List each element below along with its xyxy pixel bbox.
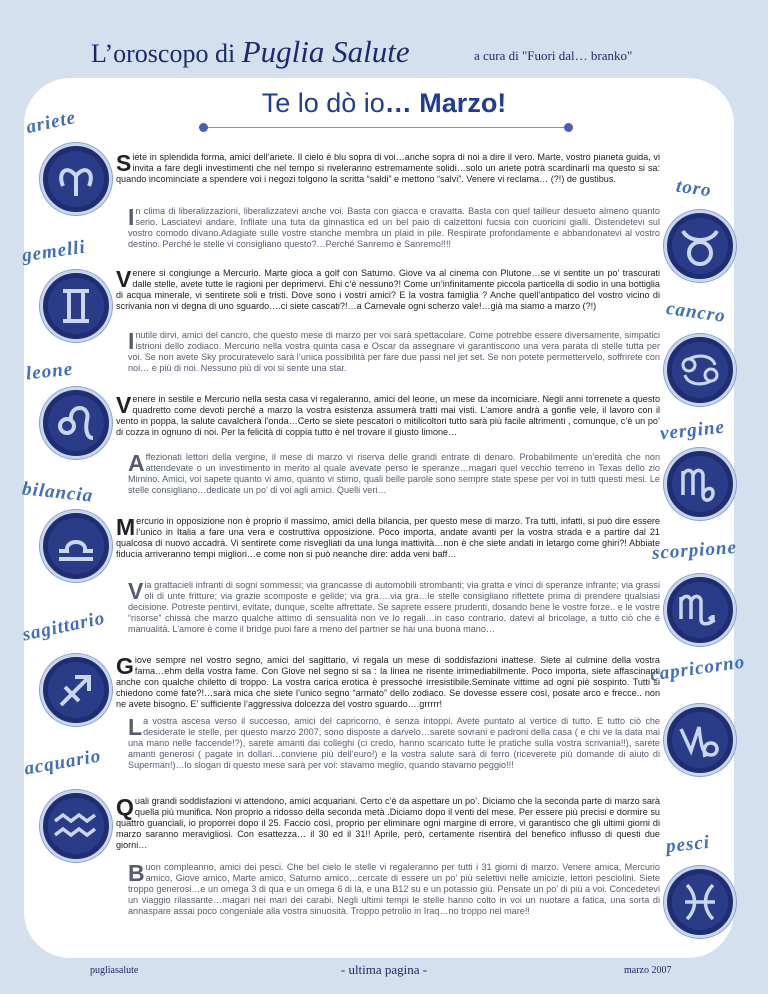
drop-cap: V: [128, 578, 144, 604]
horoscope-text: enere si congiunge a Mercurio. Marte gioca a golf con Saturno. Giove va al cinema con Plutone…se vi sentite un po’ trascurati dalle stelle, avete tutte le ragioni per deprimervi. Ehi c’è nessuno?! Come un’infinitamente piccola particella di sodio in una bottiglia di acqua minerale, vi sentirete soli e tristi. Dove sono i vostri amici? E la vostra famiglia ? Anche quell’antipatico del vostro vicino di scrivania non vi degna di uno sguardo….ci siete cascati?!…a Carnevale ogni scherzo vale!…già ma siamo a marzo (?!): [116, 268, 660, 311]
horoscope-text: iove sempre nel vostro segno, amici del sagittario, vi regala un mese di soddisfazioni inattese. Siete al culmine della vostra fama…ehm della vostra fame. Con Giove nel segno si sa : la linea ne risente irrimediabilmente. Poco importa, siete affascinanti anche con qualche chiletto di troppo. La vostra carica erotica è pressoché irresistibile.Seminate vittime ad ogni piè sospinto. Tutti si chiedono come fate?!…sarà mica che siete l’unico segno “armato” dello zodiaco. Se dovesse essere così, posate arco e frecce.. non ne avete bisogno. E’ sufficiente l’aggressiva dolcezza del vostro sguardo….grrrrr!: [116, 655, 660, 709]
horoscope-text: a vostra ascesa verso il successo, amici del capricorno, è senza intoppi. Avete puntato al vertice di tutto. E tutto ciò che desiderate le stelle, per questo marzo 2007, sono disposte a darvelo…sarete sovrani e padroni della casa ( e chi ve la data mai una mano nelle faccende!?), sarete amanti dai colleghi (ci credo, hanno scaricato tutte le pratiche sulla vostra scrivania!!), sarete amanti generosi ( pagate in dollari…conviene più dell’euro!) e la vostra salute sarà di ferro (riceverete più domande di aiuto di Superman!)…lo slogan di questo mese sarà per voi: stavamo meglio, quando stavamo peggio!!!: [128, 716, 660, 770]
leo-icon: [40, 387, 112, 459]
drop-cap: Q: [116, 794, 134, 820]
page-subtitle: [0, 88, 768, 119]
sign-label-leone: leone: [24, 358, 75, 385]
cancer-icon: [664, 334, 736, 406]
capricorn-icon: [664, 704, 736, 776]
horoscope-text: ffezionati lettori della vergine, il mese di marzo vi riserva delle grandi entrate di denaro. Probabilmente un’eredità che non attendevate o un investimento in merito al quale avevate perso le speranze…magari quel vecchio terreno in Texas dello zio Mimino. Amici, voi sapete quanto vi amo, quanto vi stimo, quali belle parole sono sempre state spese per voi in tutti questi mesi. Le stelle consigliano…dedicate un po’ di voi agli amici. Quelli veri…: [128, 452, 660, 495]
taurus-icon: [664, 210, 736, 282]
drop-cap: G: [116, 653, 134, 679]
horoscope-text: uali grandi soddisfazioni vi attendono, amici acquariani. Certo c’è da aspettare un po’. Diciamo che la seconda parte di marzo sarà quella più munifica. Non proprio a ridosso della seconda metà .Diciamo dopo il venti del mese. Per essere più precisi e dormire su quattro guanciali, io proporrei dopo il 25. Faccio così, proprio per eliminare ogni margine di errore, vi garantisco che gli ultimi giorni di marzo saranno meravigliosi. Con esattezza… il 30 ed il 31!! Aprile, però, certamente risentirà del benefico influsso di questi due giorni…: [116, 796, 660, 850]
horoscope-text: ercurio in opposizione non è proprio il massimo, amici della bilancia, per questo mese di marzo. Tra tutti, infatti, si può dire essere l’unico in Italia a fare una vera e costruttiva opposizione. Poco importa, andate avanti per la vostra strada e a partire dal 21 qualcosa di nuovo accadrà. Vi sentirete come risvegliati da una lunga inattività…non è che siete andati in letargo come ghiri?! Abbiate fiducia arriveranno tempi migliori…e come non si può neanche dire: adda veni baff…: [116, 516, 660, 559]
horoscope-sagittario: [116, 655, 660, 710]
aquarius-icon: [40, 790, 112, 862]
horoscope-bilancia: [116, 516, 660, 560]
drop-cap: L: [128, 714, 143, 740]
curated-by: a cura di "Fuori dal… branko": [474, 48, 633, 63]
horoscope-pesci: [128, 862, 660, 917]
pisces-icon: [664, 866, 736, 938]
drop-cap: A: [128, 450, 145, 476]
drop-cap: I: [128, 204, 135, 230]
sign-label-cancro: cancro: [664, 297, 728, 328]
footer-date: marzo 2007: [624, 965, 672, 976]
sign-label-bilancia: bilancia: [21, 478, 95, 507]
drop-cap: M: [116, 514, 136, 540]
divider-dot-right: [564, 123, 573, 132]
page-title: [91, 34, 410, 70]
scorpio-icon: [664, 574, 736, 646]
sign-label-capricorno: capricorno: [648, 651, 747, 686]
horoscope-leone: [116, 394, 660, 438]
drop-cap: B: [128, 860, 145, 886]
horoscope-text: enere in sestile e Mercurio nella sesta casa vi regaleranno, amici del leone, un mese da incorniciare. Negli anni torrenete a questo quadretto come devoti perché a marzo la vostra esistenza assumerà tratti mai visti. L’amore andrà a gonfie vele, il lavoro con il vento in poppa, la salute cavalcherà l’onda…Certo se siete pescatori o mitilicoltori tutto sarà più facile altrimenti , comunque, c’è un po’ di cozza in ognuno di noi. Per la felicità di coppia tutto è nel trovare il giusto limone…: [116, 394, 660, 437]
sign-label-pesci: pesci: [664, 831, 711, 858]
drop-cap: I: [128, 328, 135, 354]
sign-label-ariete: ariete: [24, 107, 78, 139]
horoscope-text: ia grattacieli infranti di sogni sommessi; via grancasse di automobili strombanti; via gratta e vinci di speranze infrante; via grassi oli di unte fritture; via grazie scomposte e gelide; via gra….via gra…le stelle consigliano riflettete prima di prendere qualsiasi decisione. Potreste pentirvi, evitate, dunque, scelte affrettate. Se saprete essere prudenti, dosando bene le vostre forze.. e le vostre “risorse” chissà che marzo qualche attimo di sensualità non ve lo regali…in caso contrario, datevi al bricolage, a tutto ciò che è manualità. L’amore è come il bridge puoi fare a meno del partner se hai una buona mano…: [128, 580, 660, 634]
libra-icon: [40, 510, 112, 582]
sign-label-scorpione: scorpione: [651, 537, 738, 564]
subtitle-highlight: … Marzo!: [384, 88, 507, 118]
aries-icon: [40, 143, 112, 215]
divider-dot-left: [199, 123, 208, 132]
sign-label-toro: toro: [674, 175, 714, 202]
horoscope-vergine: [128, 452, 660, 496]
horoscope-text: iete in splendida forma, amici dell’ariete. Il cielo è blu sopra di voi…anche sopra di noi a dire il vero. Marte, vostro pianeta guida, vi invita a fare degli investimenti che nel tempo si riveleranno estremamente solidi…solo un ariete potrà scardinarli ma questo si sa: quando incominciate a spendere voi i negozi tolgono la scritta “saldi” e mettono “salvi”. Venere vi reclama… (?!) de gustibus.: [116, 152, 660, 184]
sign-label-sagittario: sagittario: [20, 607, 108, 646]
drop-cap: V: [116, 392, 132, 418]
horoscope-ariete: [116, 152, 660, 185]
horoscope-text: n clima di liberalizzazioni, liberalizzatevi anche voi. Basta con giacca e cravatta. Basta con quel tailleur desueto almeno quanto serio. Lasciatevi andare. Infilate una tuta da ginnastica ed un bel paio di calzettoni fucsia con cuoricini gialli. Distendetevi sul vostro comodo divano.Adagiate sulle vostre stanche membra un plaid in pile. Respirate profondamente e abbandonatevi al vostro destino. Perché le stelle vi consigliano questo?…Perché Sanremo è Sanremo!!!!: [128, 206, 660, 249]
gemini-icon: [40, 270, 112, 342]
footer-page-label: - ultima pagina -: [340, 962, 428, 977]
page-header: [0, 0, 768, 80]
sagittarius-icon: [40, 654, 112, 726]
horoscope-text: nutile dirvi, amici del cancro, che questo mese di marzo per voi sarà spettacolare. Come potrebbe essere diversamente, simpatici istrioni dello zodiaco. Mercurio nella vostra quinta casa e Oscar da assegnare vi garantiscono una vera parata di stelle tutta per voi. Se non avete Sky procuratevelo sarà l’unica possibilità per fare due passi nel jet set. Se non potete permettervelo, soffrirete con noi… e più di noi. Nessuno più di voi si sente una star.: [128, 330, 660, 373]
drop-cap: S: [116, 150, 132, 176]
footer-publication: pugliasalute: [90, 965, 139, 976]
horoscope-cancro: [128, 330, 660, 374]
title-prefix: L’oroscopo di: [91, 39, 242, 68]
sign-label-acquario: acquario: [22, 745, 103, 780]
horoscope-scorpione: [128, 580, 660, 635]
sign-label-gemelli: gemelli: [20, 236, 88, 267]
drop-cap: V: [116, 266, 132, 292]
horoscope-gemelli: [116, 268, 660, 312]
horoscope-toro: [128, 206, 660, 250]
subtitle-lead: Te lo dò io: [261, 88, 385, 118]
virgo-icon: [664, 448, 736, 520]
sign-label-vergine: vergine: [659, 416, 726, 445]
horoscope-acquario: [116, 796, 660, 851]
title-brand: Puglia Salute: [241, 34, 410, 69]
horoscope-text: uon compleanno, amici dei pesci. Che bel cielo le stelle vi regaleranno per tutti i 31 giorni di marzo. Venere amica, Mercurio amico, Giove amico, Marte amico, Saturno amico…cercate di essere un po’ più selettivi nelle amicizie, lettori pesciolini. Siete troppo generosi…e un omega 3 di qua e un omega 6 di là, e una B12 su e un potassio giù. Pensate un po’ di più a voi. Concedetevi un viaggio rilassante…magari nei mari dei carabi. Negli ultimi tempi le stelle hanno colto in voi un nuotare a fatica, una sorta di annaspare assai poco congeniale alla vostra sinuosità. Troppo petrolio in Iraq…no troppo nel mare!!: [128, 862, 660, 916]
horoscope-capricorno: [128, 716, 660, 771]
title-divider: [204, 127, 568, 128]
